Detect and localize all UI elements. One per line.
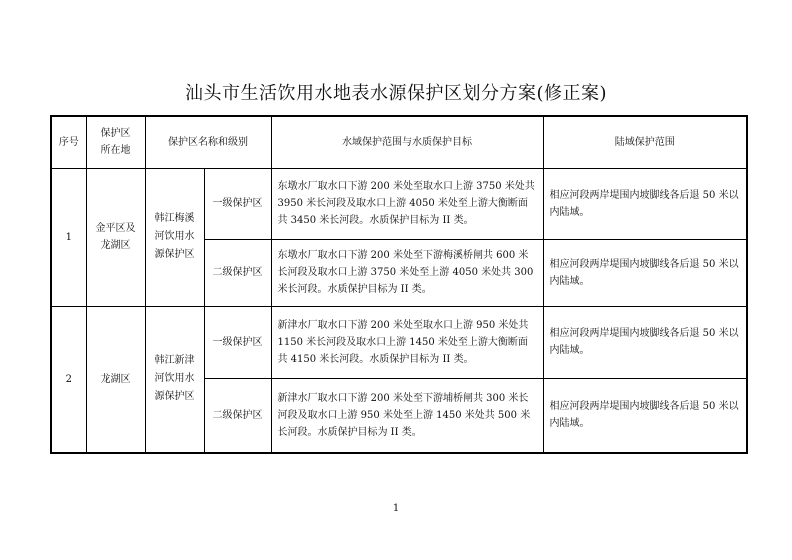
table-row <box>51 168 747 239</box>
page-number: 1 <box>392 503 400 514</box>
protection-zone-table <box>50 115 748 454</box>
zone-name-line3: 源保护区 <box>154 391 195 403</box>
zone-name-line1: 韩江新津 <box>154 355 195 367</box>
zone-name-line2: 河饮用水 <box>154 373 195 385</box>
water-scope-text: 东墩水厂取水口下游 200 米处至取水口上游 3750 米处共 3950 米长河段及取水口上游 4050 米处至上游大衡断面共 3450 米长河段。水质保护目标为 II 类。 <box>271 168 543 239</box>
header-location-line1: 保护区 <box>100 128 131 140</box>
land-scope-text: 相应河段两岸堤围内坡脚线各后退 50 米以内陆域。 <box>543 239 747 306</box>
header-location <box>86 116 145 168</box>
table-header-row <box>51 116 747 168</box>
zone-name-line2: 河饮用水 <box>154 231 195 242</box>
water-scope-text: 新津水厂取水口下游 200 米处至下游埔桥闸共 300 米长河段及取水口上游 950 米处至上游 1450 米处共 500 米长河段。水质保护目标为 II 类。 <box>271 378 543 453</box>
header-land-scope: 陆域保护范围 <box>543 116 747 168</box>
row-zone-name <box>145 168 204 306</box>
header-name-level: 保护区名称和级别 <box>145 116 271 168</box>
zone-level: 二级保护区 <box>204 378 271 453</box>
zone-level: 一级保护区 <box>204 168 271 239</box>
row-seq: 1 <box>51 168 86 306</box>
row-location <box>86 306 145 453</box>
zone-level: 二级保护区 <box>204 239 271 306</box>
row-location-line2: 龙湖区 <box>100 240 131 251</box>
land-scope-text: 相应河段两岸堤围内坡脚线各后退 50 米以内陆域。 <box>543 378 747 453</box>
header-seq: 序号 <box>51 116 86 168</box>
zone-name-line3: 源保护区 <box>154 249 195 260</box>
row-zone-name <box>145 306 204 453</box>
water-scope-text: 东墩水厂取水口下游 200 米处至下游梅溪桥闸共 600 米长河段及取水口上游 3750 米处至上游 4050 米处共 300 米长河段。水质保护目标为 II 类。 <box>271 239 543 306</box>
document-title: 汕头市生活饮用水地表水源保护区划分方案(修正案) <box>184 83 608 104</box>
zone-name-line1: 韩江梅溪 <box>154 213 195 224</box>
header-location-line2: 所在地 <box>100 145 131 157</box>
row-location-line1: 金平区及 <box>95 223 136 234</box>
zone-level: 一级保护区 <box>204 306 271 378</box>
water-scope-text: 新津水厂取水口下游 200 米处至取水口上游 950 米处共 1150 米长河段及取水口上游 1450 米处至上游大衡断面共 4150 米长河段。水质保护目标为 II 类。 <box>271 306 543 378</box>
row-seq: 2 <box>51 306 86 453</box>
row-location-line1: 龙湖区 <box>100 373 131 385</box>
land-scope-text: 相应河段两岸堤围内坡脚线各后退 50 米以内陆域。 <box>543 168 747 239</box>
row-location <box>86 168 145 306</box>
header-water-scope: 水域保护范围与水质保护目标 <box>271 116 543 168</box>
land-scope-text: 相应河段两岸堤围内坡脚线各后退 50 米以内陆域。 <box>543 306 747 378</box>
table-row <box>51 306 747 378</box>
